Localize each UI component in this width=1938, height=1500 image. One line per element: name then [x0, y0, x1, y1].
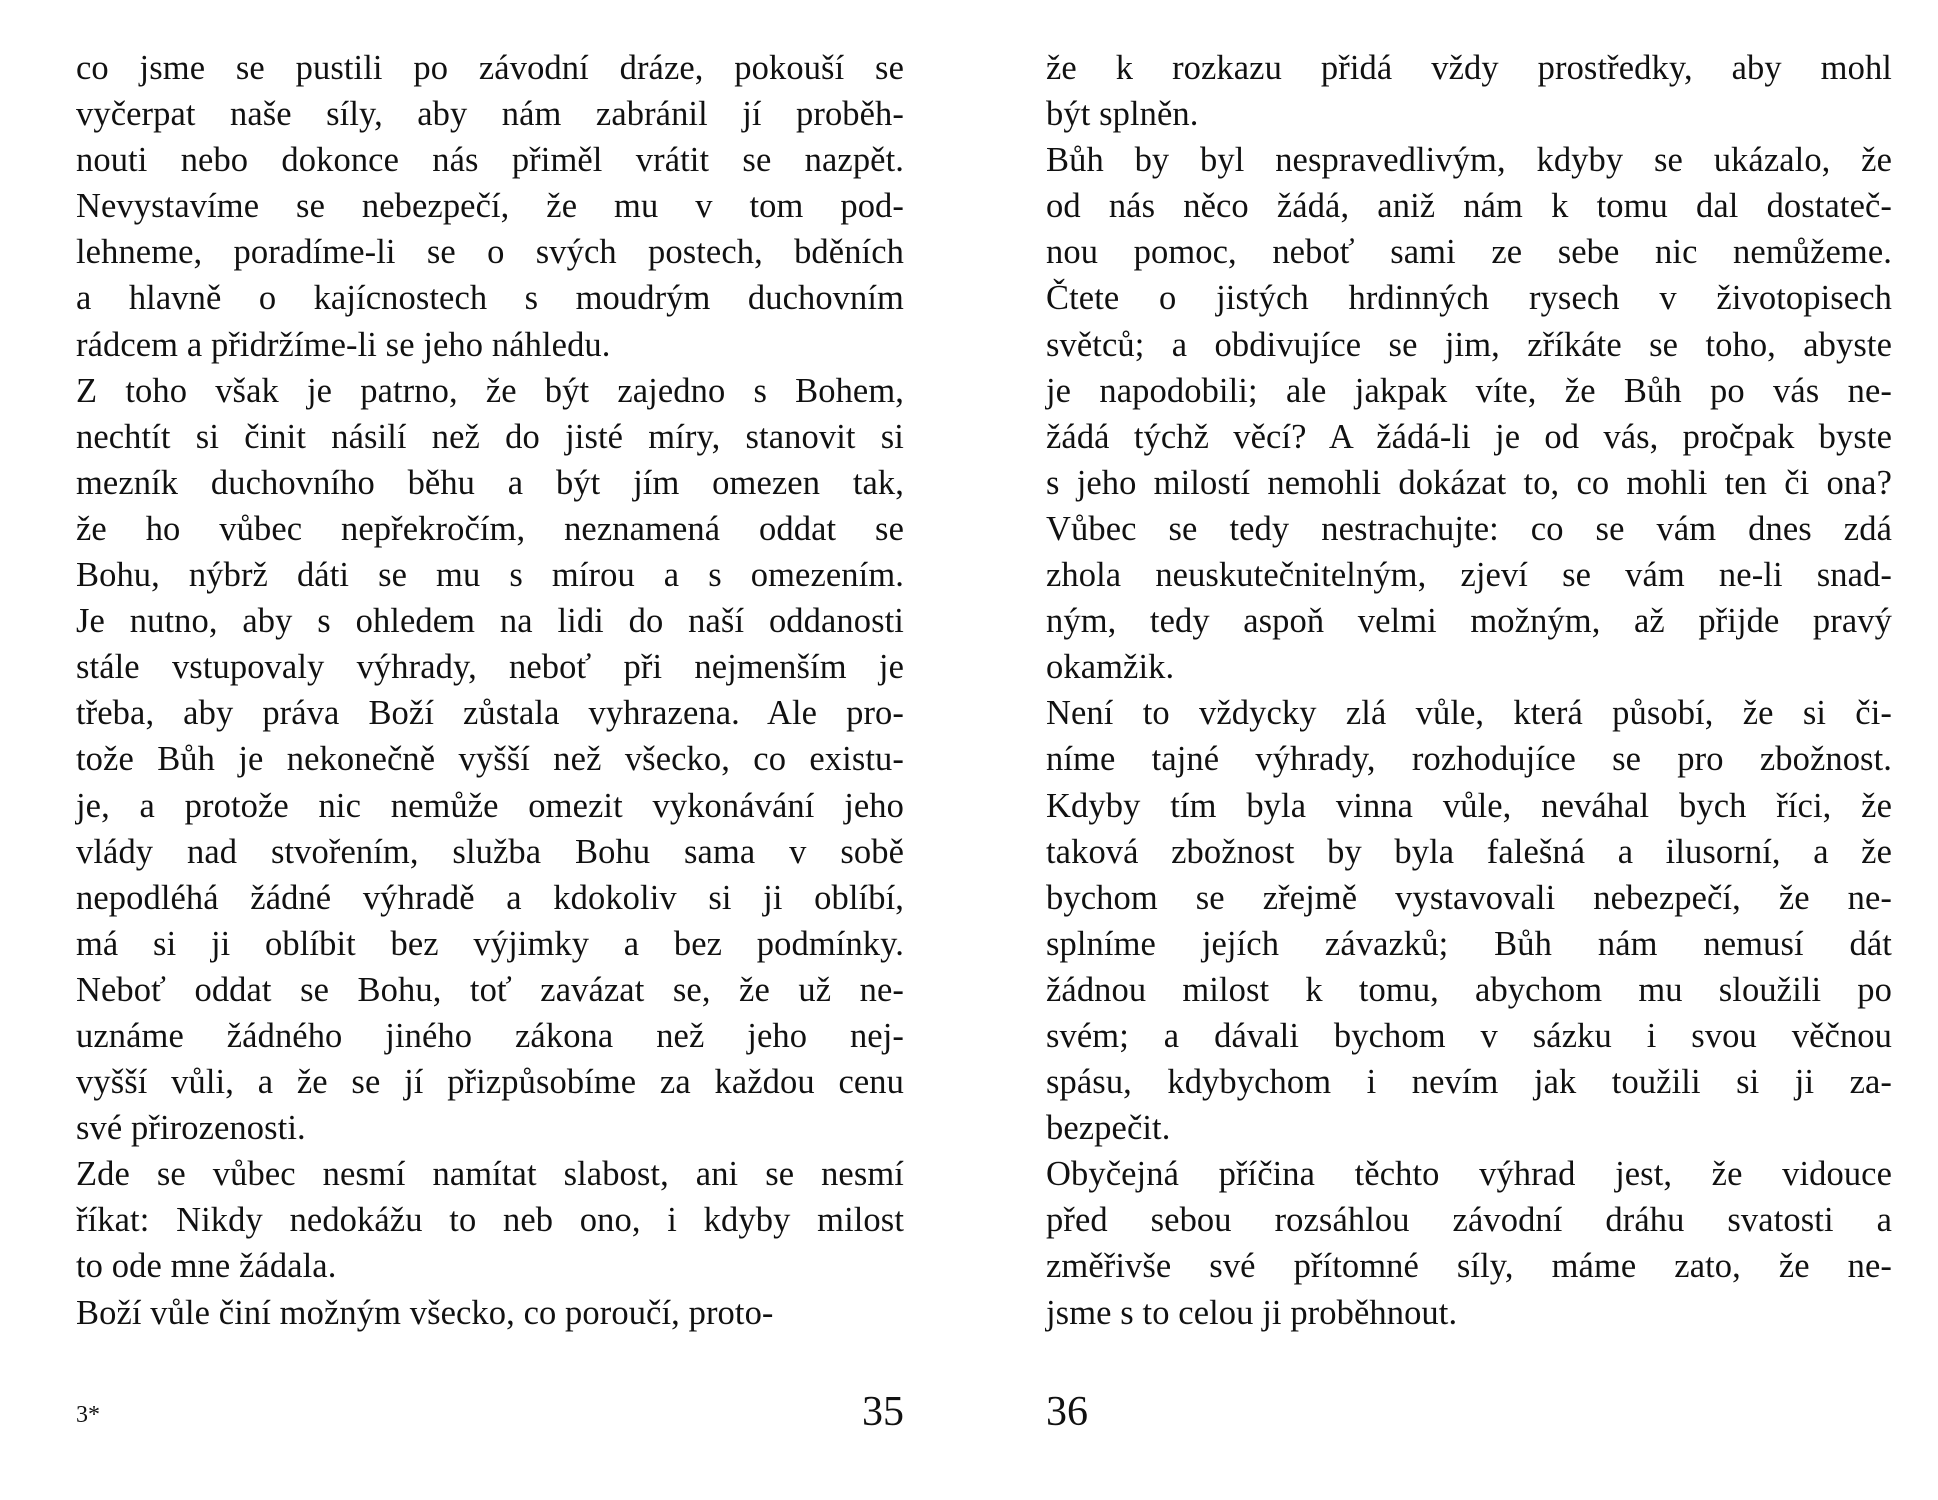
text-line: zhola neuskutečnitelným, zjeví se vám ne-li snad-: [1046, 556, 1892, 595]
text-line: Není to vždycky zlá vůle, která působí, že si či-: [1046, 694, 1892, 733]
left-page: [76, 45, 904, 1445]
text-line: Čtete o jistých hrdinných rysech v životopisech: [1046, 279, 1892, 318]
text-line: je, a protože nic nemůže omezit vykonávání jeho: [76, 786, 904, 825]
text-line: uznáme žádného jiného zákona než jeho nej-: [76, 1016, 904, 1055]
text-line: že k rozkazu přidá vždy prostředky, aby mohl: [1046, 49, 1892, 87]
text-line: nou pomoc, neboť sami ze sebe nic nemůžeme.: [1046, 233, 1892, 272]
text-line: Bohu, nýbrž dáti se mu s mírou a s omezením.: [76, 556, 904, 595]
text-line: bychom se zřejmě vystavovali nebezpečí, že ne-: [1046, 878, 1892, 917]
text-line: taková zbožnost by byla falešná a ilusorní, a že: [1046, 832, 1892, 871]
text-line: Boží vůle činí možným všecko, co poroučí, proto-: [76, 1293, 774, 1332]
text-line: bezpečit.: [1046, 1109, 1171, 1148]
text-line: vyšší vůli, a že se jí přizpůsobíme za každou cenu: [76, 1063, 904, 1102]
text-line: své přirozenosti.: [76, 1109, 306, 1148]
text-line: žádá týchž věcí? A žádá-li je od vás, pročpak byste: [1046, 417, 1892, 456]
text-line: to ode mne žádala.: [76, 1247, 337, 1286]
text-line: svém; a dávali bychom v sázku i svou věčnou: [1046, 1016, 1892, 1055]
text-line: být splněn.: [1046, 95, 1199, 134]
text-line: má si ji oblíbit bez výjimky a bez podmínky.: [76, 924, 904, 963]
text-line: nepodléhá žádné výhradě a kdokoliv si ji oblíbí,: [76, 878, 904, 917]
text-line: vyčerpat naše síly, aby nám zabránil jí proběh-: [76, 95, 904, 134]
left-page-body: [76, 45, 904, 1336]
text-line: splníme jejích závazků; Bůh nám nemusí dát: [1046, 924, 1892, 963]
text-line: jsme s to celou ji proběhnout.: [1046, 1293, 1458, 1332]
text-line: třeba, aby práva Boží zůstala vyhrazena. Ale pro-: [76, 694, 904, 733]
text-line: ným, tedy aspoň velmi možným, až přijde pravý: [1046, 602, 1892, 641]
page-number-left: 35: [862, 1389, 904, 1435]
text-line: Vůbec se tedy nestrachujte: co se vám dnes zdá: [1046, 509, 1892, 548]
text-line: Obyčejná příčina těchto výhrad jest, že vidouce: [1046, 1155, 1892, 1194]
text-line: rádcem a přidržíme-li se jeho náhledu.: [76, 325, 611, 364]
text-line: říkat: Nikdy nedokážu to neb ono, i kdyby milost: [76, 1201, 904, 1240]
text-line: stále vstupovaly výhrady, neboť při nejmenším je: [76, 648, 904, 687]
page-number-right: 36: [1046, 1389, 1088, 1435]
text-line: Zde se vůbec nesmí namítat slabost, ani se nesmí: [76, 1155, 904, 1194]
text-line: lehneme, poradíme-li se o svých postech, bděních: [76, 233, 904, 272]
text-line: mezník duchovního běhu a být jím omezen tak,: [76, 463, 904, 502]
right-page-body: [1046, 45, 1892, 1336]
text-line: spásu, kdybychom i nevím jak toužili si ji za-: [1046, 1063, 1892, 1102]
text-line: tože Bůh je nekonečně vyšší než všecko, co existu-: [76, 740, 904, 779]
text-line: světců; a obdivujíce se jim, zříkáte se toho, abyste: [1046, 325, 1892, 364]
text-line: níme tajné výhrady, rozhodujíce se pro zbožnost.: [1046, 740, 1892, 779]
text-line: před sebou rozsáhlou závodní dráhu svatosti a: [1046, 1201, 1892, 1240]
text-line: Neboť oddat se Bohu, toť zavázat se, že už ne-: [76, 970, 904, 1009]
text-line: Kdyby tím byla vinna vůle, neváhal bych říci, že: [1046, 786, 1892, 825]
text-line: Z toho však je patrno, že být zajedno s Bohem,: [76, 371, 904, 410]
signature-mark: 3*: [76, 1402, 100, 1428]
text-line: Nevystavíme se nebezpečí, že mu v tom pod-: [76, 187, 904, 226]
text-line: že ho vůbec nepřekročím, neznamená oddat se: [76, 509, 904, 548]
text-line: od nás něco žádá, aniž nám k tomu dal dostateč-: [1046, 187, 1892, 226]
text-line: Je nutno, aby s ohledem na lidi do naší oddanosti: [76, 602, 904, 641]
right-page: [1046, 45, 1892, 1445]
text-line: změřivše své přítomné síly, máme zato, že ne-: [1046, 1247, 1892, 1286]
text-line: okamžik.: [1046, 648, 1175, 687]
text-line: Bůh by byl nespravedlivým, kdyby se ukázalo, že: [1046, 141, 1892, 180]
text-line: vlády nad stvořením, služba Bohu sama v sobě: [76, 832, 904, 871]
text-line: žádnou milost k tomu, abychom mu sloužili po: [1046, 970, 1892, 1009]
text-line: nouti nebo dokonce nás přiměl vrátit se nazpět.: [76, 141, 904, 180]
text-line: je napodobili; ale jakpak víte, že Bůh po vás ne-: [1046, 371, 1892, 410]
text-line: s jeho milostí nemohli dokázat to, co mohli ten či ona?: [1046, 463, 1892, 502]
text-line: co jsme se pustili po závodní dráze, pokouší se: [76, 49, 904, 87]
text-line: a hlavně o kajícnostech s moudrým duchovním: [76, 279, 904, 318]
text-line: nechtít si činit násilí než do jisté míry, stanovit si: [76, 417, 904, 456]
